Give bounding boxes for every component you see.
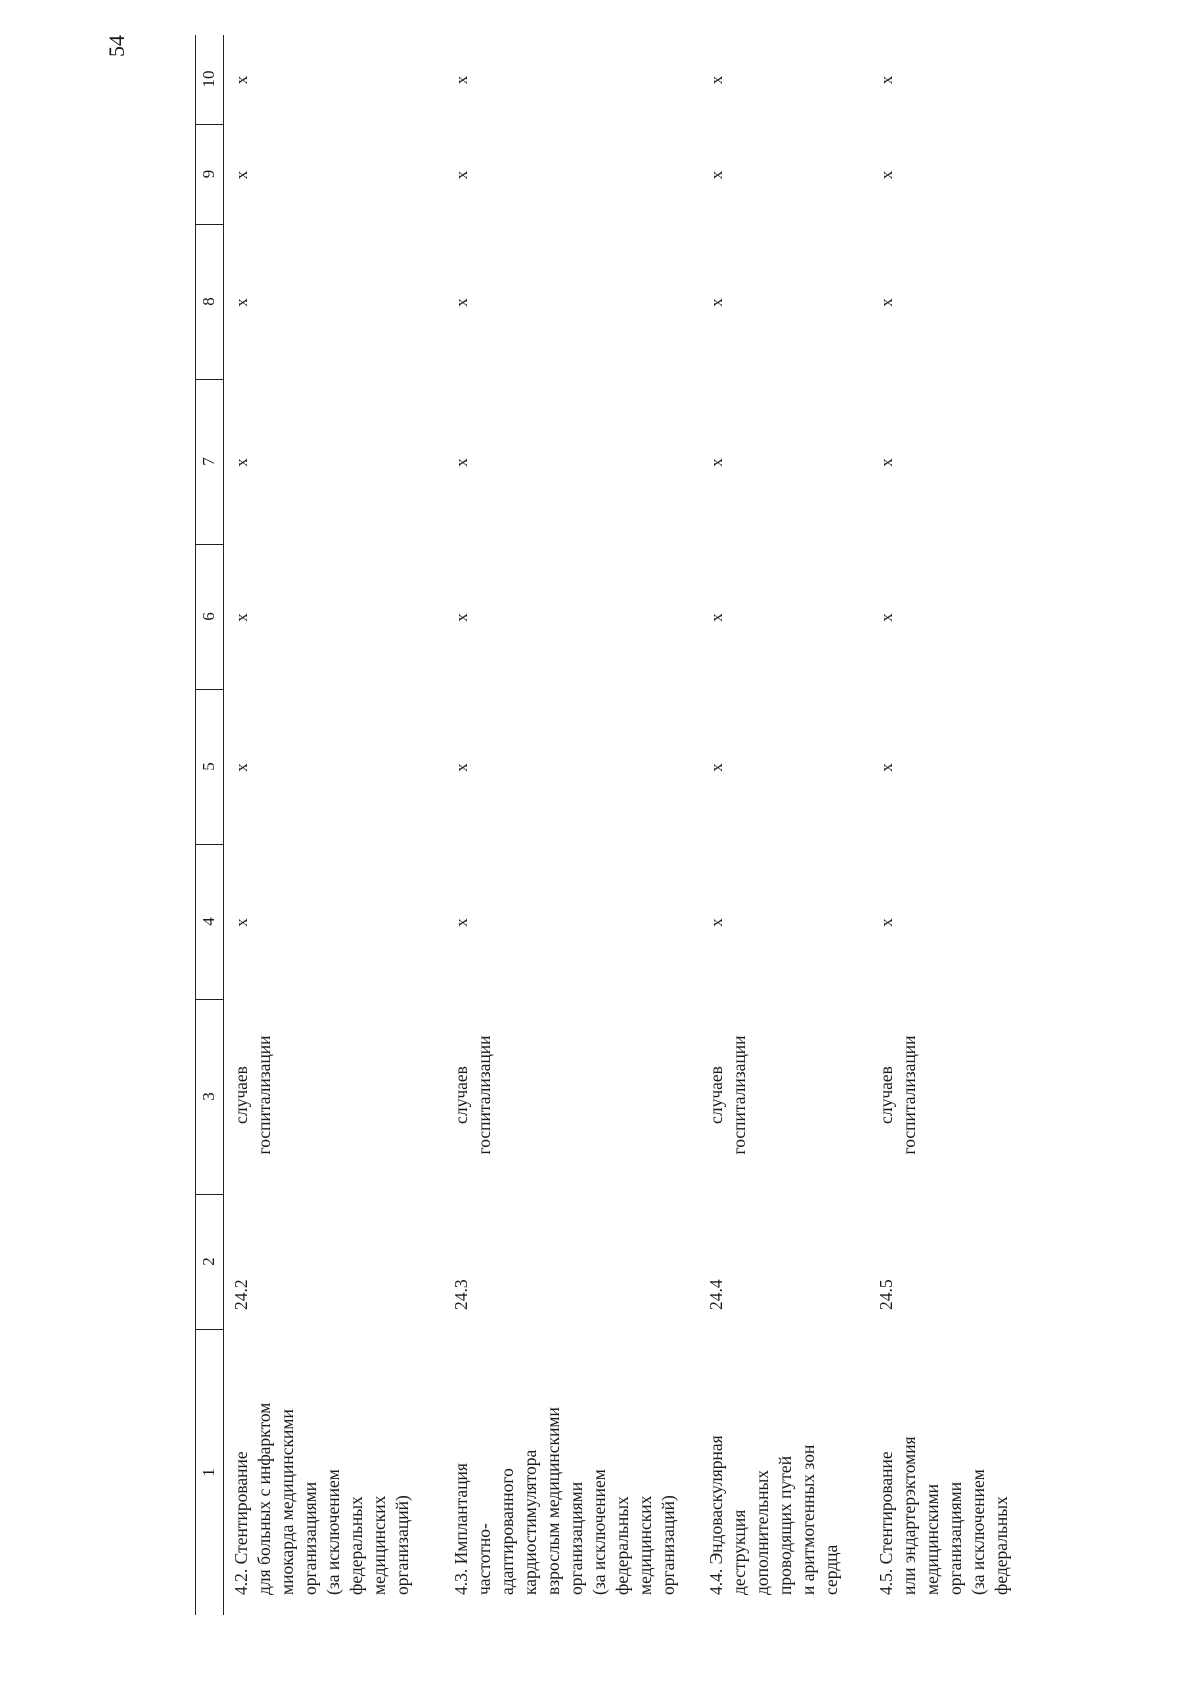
- value-col-10: x: [232, 75, 251, 85]
- table-row: [875, 35, 1015, 1615]
- row-unit: случаев госпитализации: [876, 1035, 919, 1155]
- value-col-9: x: [452, 170, 471, 180]
- value-col-5: x: [232, 763, 251, 772]
- column-header-2: 2: [195, 1194, 223, 1330]
- value-col-6: x: [877, 613, 896, 622]
- row-name: 4.3. Имплантация частотно- адаптированного кардиостимулятора взрослым медицинскими организациями (за исключением федеральных медицинских организаций): [451, 1407, 678, 1595]
- value-col-8: x: [707, 298, 726, 307]
- column-header-1: 1: [199, 1468, 218, 1477]
- value-col-7: x: [877, 458, 896, 467]
- value-col-9: x: [707, 170, 726, 180]
- column-header-10: 10: [195, 34, 223, 125]
- value-col-5: x: [707, 763, 726, 772]
- value-col-6: x: [707, 613, 726, 622]
- page-number: 54: [104, 35, 129, 57]
- row-code: 24.3: [451, 1279, 471, 1310]
- row-name: 4.2. Стентирование для больных с инфарктом миокарда медицинскими организациями (за исключением федеральных медицинских организаций): [231, 1402, 412, 1595]
- value-col-7: x: [232, 458, 251, 467]
- value-col-8: x: [877, 298, 896, 307]
- value-col-9: x: [877, 170, 896, 180]
- table-row: [230, 35, 450, 1615]
- value-col-7: x: [707, 458, 726, 467]
- column-header-4: 4: [195, 844, 223, 1000]
- table-row: [705, 35, 865, 1615]
- column-header-8: 8: [195, 224, 223, 380]
- value-col-4: x: [707, 918, 726, 927]
- value-col-5: x: [877, 763, 896, 772]
- table-header-rule: [223, 35, 224, 1615]
- value-col-10: x: [707, 75, 726, 85]
- column-header-5: 5: [195, 689, 223, 845]
- column-header-9: 9: [195, 124, 223, 225]
- column-header-3: 3: [195, 999, 223, 1195]
- column-header-6: 6: [195, 544, 223, 690]
- value-col-10: x: [452, 75, 471, 85]
- value-col-6: x: [452, 613, 471, 622]
- row-code: 24.2: [231, 1279, 251, 1310]
- row-unit: случаев госпитализации: [451, 1035, 494, 1155]
- row-name: 4.5. Стентирование или эндартерэктомия медицинскими организациями (за исключением федеральных: [876, 1436, 1011, 1595]
- column-header-7: 7: [195, 379, 223, 545]
- row-unit: случаев госпитализации: [231, 1035, 274, 1155]
- row-unit: случаев госпитализации: [706, 1035, 749, 1155]
- row-code: 24.4: [706, 1279, 726, 1310]
- value-col-8: x: [452, 298, 471, 307]
- value-col-7: x: [452, 458, 471, 467]
- data-table: [195, 35, 1015, 1615]
- row-name: 4.4. Эндоваскулярная деструкция дополнительных проводящих путей и аритмогенных зон сердца: [706, 1435, 841, 1595]
- table-row: [450, 35, 700, 1615]
- value-col-5: x: [452, 763, 471, 772]
- value-col-4: x: [232, 918, 251, 927]
- value-col-8: x: [232, 298, 251, 307]
- value-col-4: x: [877, 918, 896, 927]
- value-col-10: x: [877, 75, 896, 85]
- value-col-9: x: [232, 170, 251, 180]
- value-col-4: x: [452, 918, 471, 927]
- row-code: 24.5: [876, 1279, 896, 1310]
- value-col-6: x: [232, 613, 251, 622]
